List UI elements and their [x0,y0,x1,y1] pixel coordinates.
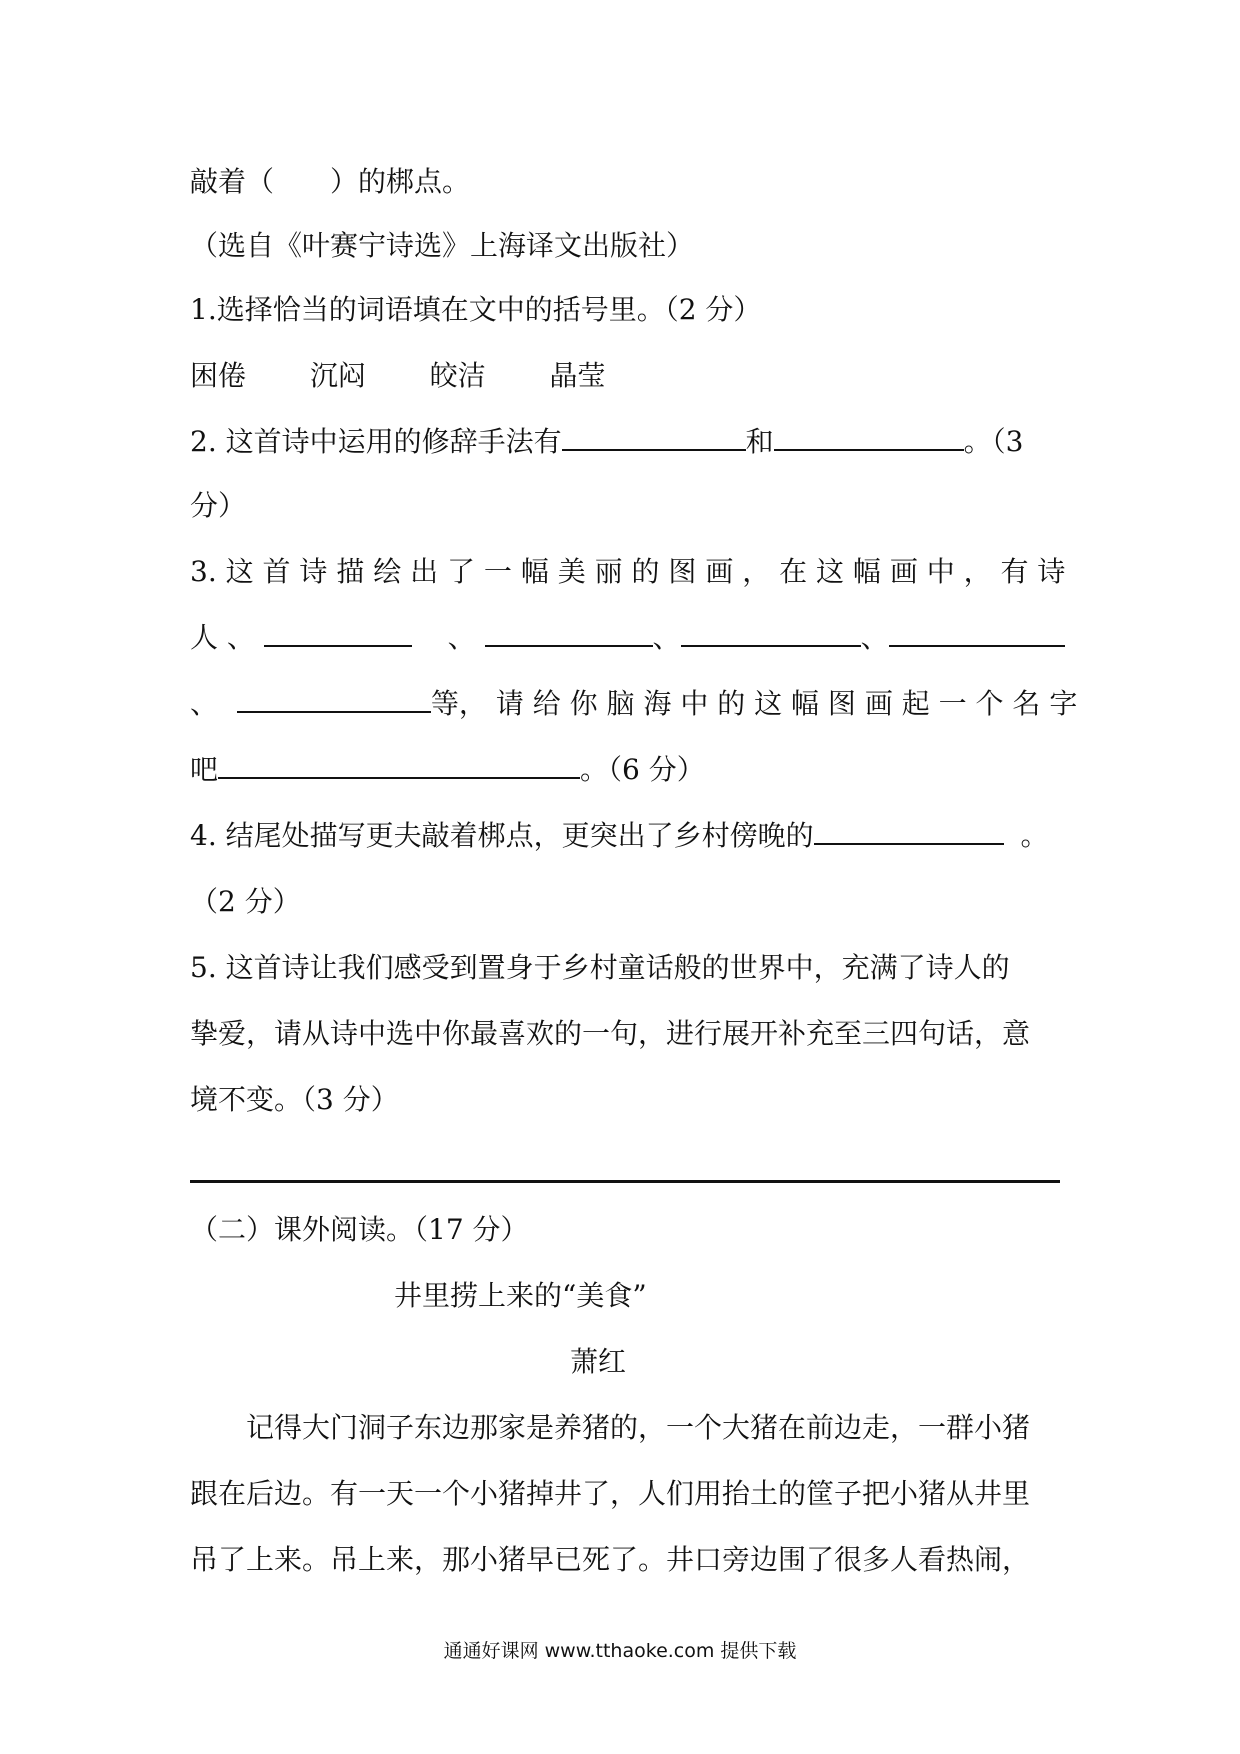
word-choices [190,356,606,396]
question-4: 4. 结尾处描写更夫敲着梆点，更突出了乡村傍晚的 。 [190,819,1049,852]
word-choice: 沉闷 [309,359,366,392]
question-3: 3. 这 首 诗 描 绘 出 了 一 幅 美 丽 的 图 画 ， 在 这 幅 画 中 ， 有 诗 [190,555,1066,588]
question-3-line-3: 、 等， 请 给 你 脑 海 中 的 这 幅 图 画 起 一 个 名 字 [190,687,1078,720]
answer-blank[interactable] [264,619,412,647]
answer-blank[interactable] [889,619,1065,647]
question-3-line-4: 吧 。（6 分） [190,753,705,786]
question-2-cont: 分） [190,489,247,522]
answer-blank[interactable] [237,685,431,713]
paragraph-line: 吊了上来。吊上来，那小猪早已死了。井口旁边围了很多人看热闹， [190,1543,1031,1576]
line-1: 敲着（ ）的梆点。 [190,165,471,198]
word-choice: 皎洁 [429,359,486,392]
question-3-line-2: 人 、 、 、 、 [190,618,1065,658]
question-4-cont: （2 分） [190,885,301,918]
question-1: 1.选择恰当的词语填在文中的括号里。（2 分） [190,293,762,326]
answer-blank[interactable] [485,619,653,647]
word-choice: 困倦 [190,359,247,392]
question-2: 2. 这首诗中运用的修辞手法有 和 。（3 [190,425,1024,458]
answer-blank[interactable] [681,619,861,647]
answer-blank[interactable] [814,817,1004,845]
source-citation: （选自《叶赛宁诗选》上海译文出版社） [190,229,695,262]
answer-line[interactable] [190,1180,1060,1183]
article-author: 萧红 [570,1345,627,1378]
article-title: 井里捞上来的“美食” [394,1279,647,1312]
footer-credit: 通通好课网 www.tthaoke.com 提供下载 [443,1640,797,1662]
answer-blank[interactable] [562,423,746,451]
section-heading: （二）课外阅读。（17 分） [190,1213,529,1246]
paragraph-line: 记得大门洞子东边那家是养猪的，一个大猪在前边走，一群小猪 [246,1411,1031,1444]
question-5-line-3: 境不变。（3 分） [190,1083,399,1116]
word-choice: 晶莹 [549,359,606,392]
question-5-line-2: 挚爱，请从诗中选中你最喜欢的一句，进行展开补充至三四句话，意 [190,1017,1031,1050]
question-5: 5. 这首诗让我们感受到置身于乡村童话般的世界中，充满了诗人的 [190,951,1010,984]
answer-blank[interactable] [774,423,964,451]
answer-blank[interactable] [218,751,580,779]
paragraph-line: 跟在后边。有一天一个小猪掉井了，人们用抬土的筐子把小猪从井里 [190,1477,1031,1510]
